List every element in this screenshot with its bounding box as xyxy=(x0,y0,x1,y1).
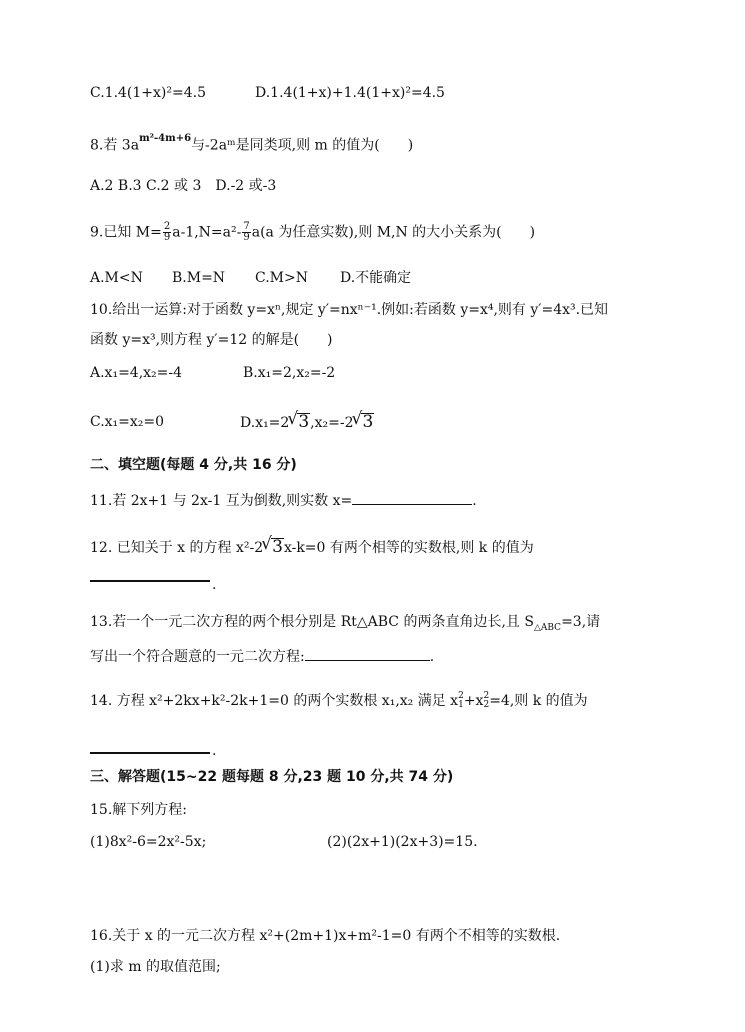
q12-prefix: 12. 已知关于 x 的方程 x²-2 xyxy=(90,540,264,556)
q12-sqrt xyxy=(263,538,284,557)
q8-options: A.2 B.3 C.2 或 3 D.-2 或-3 xyxy=(90,178,277,194)
q13-line1-suffix: =3,请 xyxy=(561,614,601,630)
q14-mid: +x xyxy=(463,693,484,709)
q12-answer-blank[interactable] xyxy=(90,580,210,582)
q9-suffix: a(a 为任意实数),则 M,N 的大小关系为( ) xyxy=(251,224,536,241)
q10-option-a: A.x₁=4,x₂=-4 xyxy=(90,365,183,381)
q9-frac2-den: 9 xyxy=(243,232,250,243)
q15-part-2: (2)(2x+1)(2x+3)=15. xyxy=(327,834,478,850)
q10-sqrt-1 xyxy=(289,413,310,432)
q11-suffix: . xyxy=(472,493,477,509)
q9-option-d: D.不能确定 xyxy=(340,270,412,286)
q9-prefix: 9.已知 M= xyxy=(90,224,162,241)
q8-suffix: 与-2aᵐ是同类项,则 m 的值为( ) xyxy=(191,137,414,154)
q9-fraction-1 xyxy=(163,222,171,243)
q16-title: 16.关于 x 的一元二次方程 x²+(2m+1)x+m²-1=0 有两个不相等的实数根. xyxy=(90,928,561,944)
q9-mid: a-1,N=a²- xyxy=(172,224,242,241)
q14-answer-blank[interactable] xyxy=(90,752,210,754)
q10-line-2: 函数 y=x³,则方程 y′=12 的解是( ) xyxy=(90,332,333,348)
q9-frac1-num: 2 xyxy=(163,221,171,232)
q14-sub-1: 1 xyxy=(458,700,464,710)
q10-option-d-mid: ,x₂=-2 xyxy=(310,415,354,431)
q16-part-1: (1)求 m 的取值范围; xyxy=(90,959,221,975)
q10-option-c: C.x₁=x₂=0 xyxy=(90,414,165,430)
q10-option-d-prefix: D.x₁=2 xyxy=(240,415,290,431)
q9-option-c: C.M>N xyxy=(255,270,308,286)
q13-line-2 xyxy=(90,646,434,666)
q14-suffix: =4,则 k 的值为 xyxy=(489,693,588,709)
question-9 xyxy=(90,222,535,243)
q7-option-d: D.1.4(1+x)+1.4(1+x)²=4.5 xyxy=(255,85,445,101)
q10-option-d xyxy=(240,413,374,432)
section-3-heading: 三、解答题(15~22 题每题 8 分,23 题 10 分,共 74 分) xyxy=(90,769,454,785)
q9-option-b: B.M=N xyxy=(172,270,226,286)
q8-exponent: m²-4m+6 xyxy=(139,133,192,144)
q10-line-1: 10.给出一运算:对于函数 y=xⁿ,规定 y′=nxⁿ⁻¹.例如:若函数 y=x⁴,则有 y′=4x³.已知 xyxy=(90,302,609,318)
q12-suffix: x-k=0 有两个相等的实数根,则 k 的值为 xyxy=(283,540,534,556)
q13-subscript: △ABC xyxy=(533,622,562,633)
q13-line2-prefix: 写出一个符合题意的一元二次方程: xyxy=(90,649,305,665)
question-14 xyxy=(90,692,588,710)
q13-line2-suffix: . xyxy=(429,649,435,665)
q8-prefix: 8.若 3a xyxy=(90,137,140,154)
q14-sup-1: 2 xyxy=(458,691,464,701)
q11-answer-blank[interactable] xyxy=(352,490,472,505)
q14-end: . xyxy=(212,743,217,759)
q12-end: . xyxy=(212,577,217,593)
q13-answer-blank[interactable] xyxy=(305,646,430,661)
q14-sup-2: 2 xyxy=(483,691,490,701)
q14-prefix: 14. 方程 x²+2kx+k²-2k+1=0 的两个实数根 x₁,x₂ 满足 x xyxy=(90,693,459,709)
q10-sqrt-2 xyxy=(353,413,374,432)
q9-frac1-den: 9 xyxy=(163,232,171,243)
q14-sub-2: 2 xyxy=(483,700,490,710)
q10-sqrt-2-val: 3 xyxy=(362,412,374,432)
q15-part-1: (1)8x²-6=2x²-5x; xyxy=(90,834,207,850)
q13-line-1 xyxy=(90,613,600,637)
q9-fraction-2 xyxy=(242,222,250,243)
q15-title: 15.解下列方程: xyxy=(90,802,187,818)
question-12 xyxy=(90,538,534,557)
section-2-heading: 二、填空题(每题 4 分,共 16 分) xyxy=(90,457,297,473)
q9-option-a: A.M<N xyxy=(90,270,143,286)
q13-prefix: 13.若一个一元二次方程的两个根分别是 Rt△ABC 的两条直角边长,且 S xyxy=(90,614,534,630)
q12-sqrt-val: 3 xyxy=(272,537,283,557)
q11-prefix: 11.若 2x+1 与 2x-1 互为倒数,则实数 x= xyxy=(90,493,353,509)
q7-option-c: C.1.4(1+x)²=4.5 xyxy=(90,85,206,101)
q10-sqrt-1-val: 3 xyxy=(298,412,310,432)
q9-frac2-num: 7 xyxy=(243,221,250,232)
question-11 xyxy=(90,490,477,510)
q10-option-b: B.x₁=2,x₂=-2 xyxy=(243,365,336,381)
question-8 xyxy=(90,133,413,155)
